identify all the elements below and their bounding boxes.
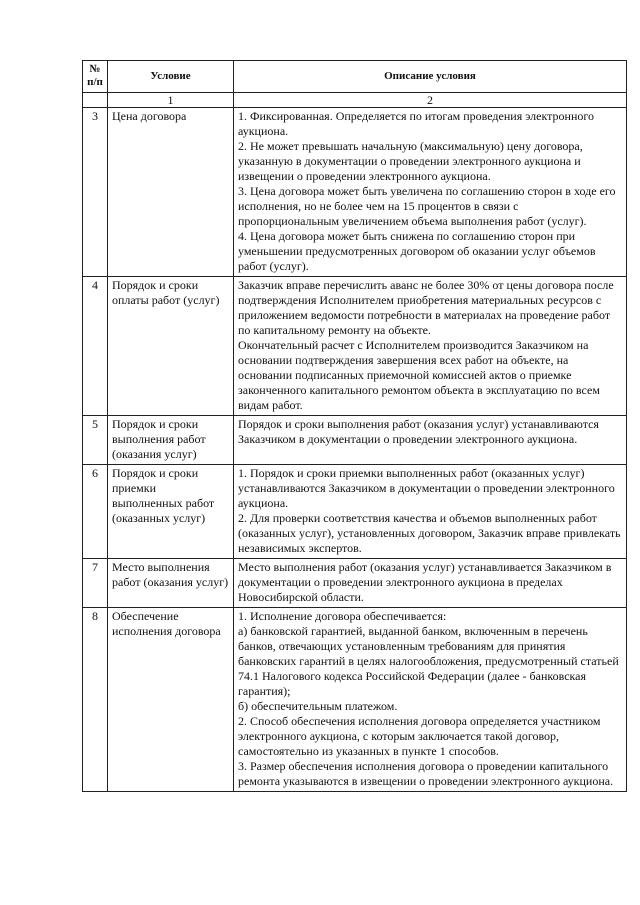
table-body bbox=[83, 93, 627, 792]
row-condition: Цена договора bbox=[108, 108, 234, 277]
header-description: Описание условия bbox=[234, 61, 627, 93]
row-condition: Обеспечение исполнения договора bbox=[108, 608, 234, 792]
header-row bbox=[83, 61, 627, 93]
table-row bbox=[83, 416, 627, 465]
table-row bbox=[83, 559, 627, 608]
description-paragraph: 4. Цена договора может быть снижена по соглашению сторон при уменьшении предусмотренных договором об оказании услуг объемов работ (услуг). bbox=[238, 229, 596, 273]
row-condition: Место выполнения работ (оказания услуг) bbox=[108, 559, 234, 608]
description-paragraph: Заказчик вправе перечислить аванс не более 30% от цены договора после подтверждения Исполнителем приобретения материальных ресурсов с приложением ведомости потребности в материалах на проведение работ по капитальному ремонту на объекте. bbox=[238, 278, 614, 337]
column-index-row bbox=[83, 93, 627, 108]
description-paragraph: 2. Способ обеспечения исполнения договора определяется участником электронного аукциона, с которым заключается такой договор, самостоятельно из указанных в пункте 1 способов. bbox=[238, 714, 601, 758]
row-condition: Порядок и сроки приемки выполненных работ (оказанных услуг) bbox=[108, 465, 234, 559]
table-row bbox=[83, 465, 627, 559]
contract-conditions-table bbox=[82, 60, 627, 792]
row-description bbox=[234, 465, 627, 559]
row-description bbox=[234, 416, 627, 465]
description-paragraph: 1. Фиксированная. Определяется по итогам проведения электронного аукциона. bbox=[238, 109, 594, 138]
description-paragraph: Место выполнения работ (оказания услуг) устанавливается Заказчиком в документации о проведении электронного аукциона в пределах Новосибирской области. bbox=[238, 560, 612, 604]
row-description bbox=[234, 559, 627, 608]
description-paragraph: б) обеспечительным платежом. bbox=[238, 699, 398, 713]
description-paragraph: 2. Для проверки соответствия качества и объемов выполненных работ (оказанных услуг), установленных договором, Заказчик вправе привлекать независимых экспертов. bbox=[238, 511, 621, 555]
table-row bbox=[83, 608, 627, 792]
description-paragraph: а) банковской гарантией, выданной банком, включенным в перечень банков, отвечающих установленным требованиям для принятия банковских гарантий в целях налогообложения, предусмотренный статьей 74.1 Налогового кодекса Российской Федерации (далее - банковская гарантия); bbox=[238, 624, 619, 698]
description-paragraph: Окончательный расчет с Исполнителем производится Заказчиком на основании подтверждения завершения всех работ на объекте, на основании подписанных приемочной комиссией актов о приемке законченного капитального ремонтом объекта в эксплуатацию по всем видам работ. bbox=[238, 338, 600, 412]
description-paragraph: 1. Порядок и сроки приемки выполненных работ (оказанных услуг) устанавливаются Заказчиком в документации о проведении электронного аукциона. bbox=[238, 466, 615, 510]
description-paragraph: 1. Исполнение договора обеспечивается: bbox=[238, 609, 447, 623]
header-condition: Условие bbox=[108, 61, 234, 93]
index-cell-description: 2 bbox=[234, 93, 627, 108]
index-cell-condition: 1 bbox=[108, 93, 234, 108]
row-number: 3 bbox=[83, 108, 108, 277]
row-description bbox=[234, 608, 627, 792]
row-number: 7 bbox=[83, 559, 108, 608]
row-number: 8 bbox=[83, 608, 108, 792]
description-paragraph: 2. Не может превышать начальную (максимальную) цену договора, указанную в документации о проведении электронного аукциона и извещении о проведении электронного аукциона. bbox=[238, 139, 583, 183]
row-number: 6 bbox=[83, 465, 108, 559]
table-row bbox=[83, 277, 627, 416]
row-description bbox=[234, 108, 627, 277]
table-row bbox=[83, 108, 627, 277]
table-header bbox=[83, 61, 627, 93]
row-condition: Порядок и сроки выполнения работ (оказания услуг) bbox=[108, 416, 234, 465]
description-paragraph: 3. Цена договора может быть увеличена по соглашению сторон в ходе его исполнения, но не более чем на 15 процентов в связи с пропорциональным увеличением объема выполнения работ (услуг). bbox=[238, 184, 616, 228]
description-paragraph: 3. Размер обеспечения исполнения договора о проведении капитального ремонта указываются в извещении о проведении электронного аукциона. bbox=[238, 759, 614, 788]
row-condition: Порядок и сроки оплаты работ (услуг) bbox=[108, 277, 234, 416]
description-paragraph: Порядок и сроки выполнения работ (оказания услуг) устанавливаются Заказчиком в документации о проведении электронного аукциона. bbox=[238, 417, 599, 446]
row-description bbox=[234, 277, 627, 416]
header-number: № п/п bbox=[83, 61, 108, 93]
index-cell-empty bbox=[83, 93, 108, 108]
row-number: 4 bbox=[83, 277, 108, 416]
row-number: 5 bbox=[83, 416, 108, 465]
